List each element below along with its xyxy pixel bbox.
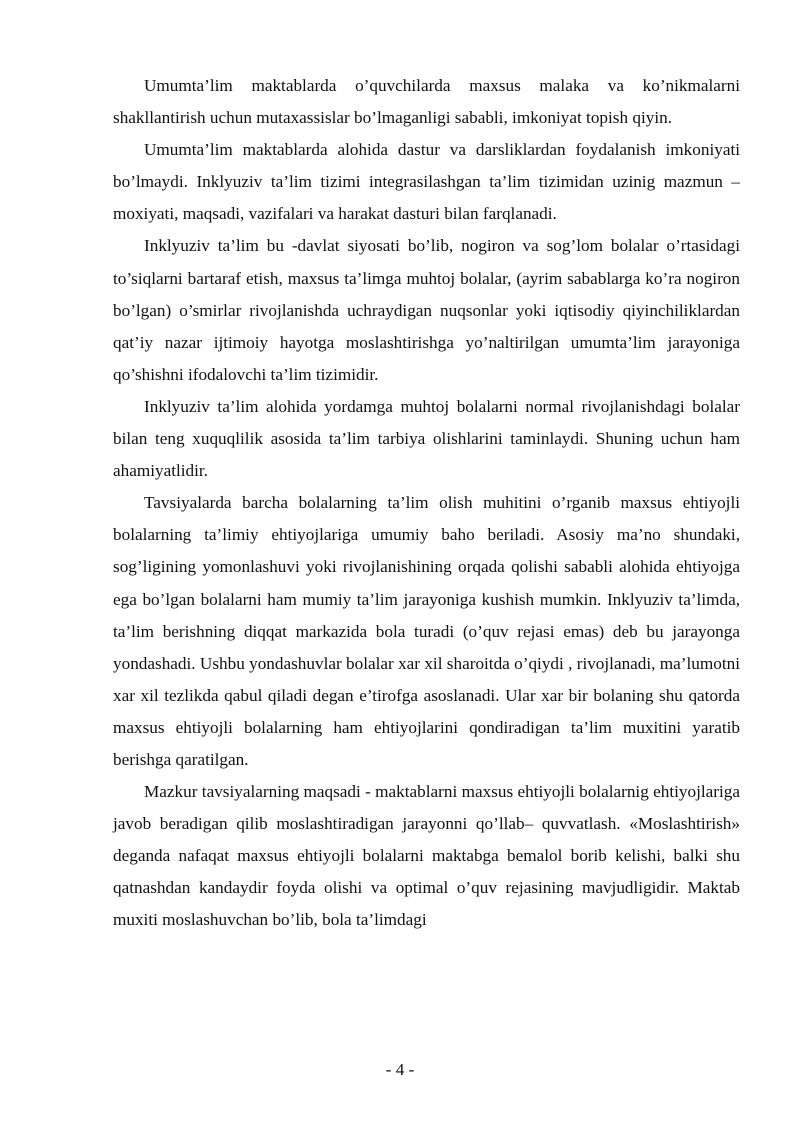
paragraph-4: Inklyuziv ta’lim alohida yordamga muhtoj bolalarni normal rivojlanishdagi bolalar bilan teng xuquqlilik asosida ta’lim tarbiya olishlarini taminlaydi. Shuning uchun ham ahamiyatlidir. [113, 396, 740, 481]
paragraph-5: Tavsiyalarda barcha bolalarning ta’lim olish muhitini o’rganib maxsus ehtiyojli bolalarning ta’limiy ehtiyojlariga umumiy baho beriladi. Asosiy ma’no shundaki, sog’ligining yomonlashuvi yoki rivojlanishining orqada qolishi sababli alohida ehtiyojga ega bo’lgan bolalarni ham mumiy ta’lim jarayoniga kushish mumkin. Inklyuziv ta’limda, ta’lim berishning diqqat markazida bola turadi (o’quv rejasi emas) deb bu jarayonga yondashadi. Ushbu yondashuvlar bolalar xar xil sharoitda o’qiydi , rivojlanadi, ma’lumotni xar xil tezlikda qabul qiladi degan e’tirofga asoslanadi. Ular xar bir bolaning shu qatorda maxsus ehtiyojli bolalarning ham ehtiyojlarini qondiradigan ta’lim muxitini yaratib berishga qaratilgan. [113, 493, 740, 769]
page-number: - 4 - [385, 1060, 415, 1079]
paragraph-2: Umumta’lim maktablarda alohida dastur va darsliklardan foydalanish imkoniyati bo’lmaydi. Inklyuziv ta’lim tizimi integrasilashgan ta’lim tizimidan uzinig mazmun – moxiyati, maqsadi, vazifalari va harakat dasturi bilan farqlanadi. [113, 140, 740, 224]
document-page [113, 70, 740, 937]
paragraph-3: Inklyuziv ta’lim bu -davlat siyosati bo’lib, nogiron va sog’lom bolalar o’rtasidagi to’siqlarni bartaraf etish, maxsus ta’limga muhtoj bolalar, (ayrim sabablarga ko’ra nogiron bo’lgan) o’smirlar rivojlanishda uchraydigan nuqsonlar yoki iqtisodiy qiyinchiliklardan qat’iy nazar ijtimoiy hayotga moslashtirishga yo’naltirilgan umumta’lim jarayoniga qo’shishni ifodalovchi ta’lim tizimidir. [113, 236, 740, 384]
paragraph-6: Mazkur tavsiyalarning maqsadi - maktablarni maxsus ehtiyojli bolalarnig ehtiyojlariga javob beradigan qilib moslashtiradigan jarayonni qo’llab– quvvatlash. «Moslashtirish» deganda nafaqat maxsus ehtiyojli bolalarni maktabga bemalol borib kelishi, balki shu qatnashdan kandaydir foyda olishi va optimal o’quv rejasining mavjudligidir. Maktab muxiti moslashuvchan bo’lib, bola ta’limdagi [113, 782, 740, 930]
paragraph-1: Umumta’lim maktablarda o’quvchilarda maxsus malaka va ko’nikmalarni shakllantirish uchun mutaxassislar bo’lmaganligi sababli, imkoniyat topish qiyin. [113, 76, 740, 128]
